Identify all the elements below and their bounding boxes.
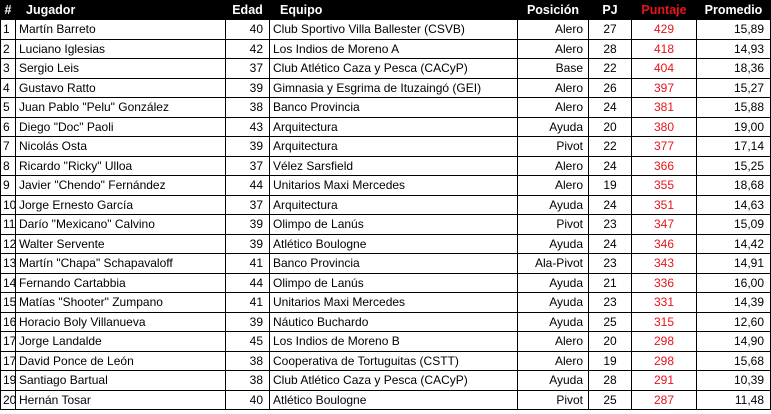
cell-rank: 14 (1, 273, 16, 293)
cell-points: 377 (632, 137, 697, 157)
cell-team: Arquitectura (270, 195, 518, 215)
cell-rank: 17 (1, 332, 16, 352)
cell-age: 40 (226, 20, 270, 40)
cell-points: 291 (632, 371, 697, 391)
cell-games: 19 (589, 351, 632, 371)
cell-age: 38 (226, 371, 270, 391)
cell-player: Gustavo Ratto (16, 78, 226, 98)
cell-player: Javier "Chendo" Fernández (16, 176, 226, 196)
cell-position: Ayuda (518, 273, 589, 293)
cell-player: Nicolás Osta (16, 137, 226, 157)
cell-average: 14,90 (697, 332, 771, 352)
table-row (1, 371, 771, 391)
table-row (1, 137, 771, 157)
cell-rank: 7 (1, 137, 16, 157)
cell-games: 22 (589, 59, 632, 79)
cell-points: 381 (632, 98, 697, 118)
cell-points: 418 (632, 39, 697, 59)
cell-player: Luciano Iglesias (16, 39, 226, 59)
cell-points: 298 (632, 351, 697, 371)
cell-age: 44 (226, 273, 270, 293)
cell-player: Walter Servente (16, 234, 226, 254)
cell-games: 28 (589, 39, 632, 59)
cell-average: 15,88 (697, 98, 771, 118)
cell-player: Martín "Chapa" Schapavaloff (16, 254, 226, 274)
cell-rank: 2 (1, 39, 16, 59)
cell-player: Jorge Ernesto García (16, 195, 226, 215)
table-row (1, 39, 771, 59)
header-row (1, 1, 771, 20)
table-row (1, 390, 771, 410)
cell-team: Unitarios Maxi Mercedes (270, 176, 518, 196)
cell-points: 429 (632, 20, 697, 40)
cell-position: Alero (518, 176, 589, 196)
cell-player: David Ponce de León (16, 351, 226, 371)
cell-average: 12,60 (697, 312, 771, 332)
cell-games: 28 (589, 371, 632, 391)
cell-rank: 6 (1, 117, 16, 137)
table-row (1, 215, 771, 235)
cell-rank: 1 (1, 20, 16, 40)
cell-points: 347 (632, 215, 697, 235)
cell-games: 24 (589, 98, 632, 118)
cell-average: 11,48 (697, 390, 771, 410)
cell-average: 14,93 (697, 39, 771, 59)
header-average: Promedio (697, 1, 771, 20)
table-row (1, 117, 771, 137)
cell-team: Los Indios de Moreno B (270, 332, 518, 352)
cell-average: 14,39 (697, 293, 771, 313)
cell-average: 14,91 (697, 254, 771, 274)
cell-games: 26 (589, 78, 632, 98)
cell-position: Ala-Pivot (518, 254, 589, 274)
cell-games: 23 (589, 215, 632, 235)
cell-player: Hernán Tosar (16, 390, 226, 410)
table-row (1, 195, 771, 215)
cell-player: Juan Pablo "Pelu" González (16, 98, 226, 118)
cell-position: Pivot (518, 137, 589, 157)
cell-position: Ayuda (518, 117, 589, 137)
header-num: # (1, 1, 16, 20)
cell-average: 15,89 (697, 20, 771, 40)
table-row (1, 156, 771, 176)
cell-player: Jorge Landalde (16, 332, 226, 352)
cell-player: Ricardo "Ricky" Ulloa (16, 156, 226, 176)
cell-team: Banco Provincia (270, 98, 518, 118)
cell-points: 397 (632, 78, 697, 98)
cell-position: Ayuda (518, 312, 589, 332)
cell-points: 315 (632, 312, 697, 332)
cell-team: Banco Provincia (270, 254, 518, 274)
cell-games: 25 (589, 312, 632, 332)
cell-points: 343 (632, 254, 697, 274)
cell-average: 14,42 (697, 234, 771, 254)
table-row (1, 254, 771, 274)
cell-average: 18,36 (697, 59, 771, 79)
cell-team: Atlético Boulogne (270, 390, 518, 410)
cell-team: Cooperativa de Tortuguitas (CSTT) (270, 351, 518, 371)
cell-rank: 9 (1, 176, 16, 196)
cell-team: Náutico Buchardo (270, 312, 518, 332)
cell-age: 37 (226, 195, 270, 215)
cell-team: Club Sportivo Villa Ballester (CSVB) (270, 20, 518, 40)
table-header (1, 1, 771, 20)
header-player: Jugador (16, 1, 226, 20)
cell-points: 366 (632, 156, 697, 176)
table-row (1, 293, 771, 313)
cell-position: Alero (518, 156, 589, 176)
header-games: PJ (589, 1, 632, 20)
cell-games: 27 (589, 20, 632, 40)
cell-player: Martín Barreto (16, 20, 226, 40)
cell-rank: 15 (1, 293, 16, 313)
cell-average: 17,14 (697, 137, 771, 157)
header-position: Posición (518, 1, 589, 20)
table-row (1, 332, 771, 352)
cell-position: Ayuda (518, 293, 589, 313)
cell-games: 25 (589, 390, 632, 410)
cell-team: Atlético Boulogne (270, 234, 518, 254)
table-row (1, 176, 771, 196)
cell-rank: 5 (1, 98, 16, 118)
cell-team: Los Indios de Moreno A (270, 39, 518, 59)
cell-rank: 11 (1, 215, 16, 235)
cell-position: Alero (518, 351, 589, 371)
cell-points: 380 (632, 117, 697, 137)
cell-team: Arquitectura (270, 137, 518, 157)
cell-player: Horacio Boly Villanueva (16, 312, 226, 332)
cell-points: 287 (632, 390, 697, 410)
cell-average: 18,68 (697, 176, 771, 196)
cell-points: 331 (632, 293, 697, 313)
cell-position: Pivot (518, 215, 589, 235)
cell-team: Olimpo de Lanús (270, 273, 518, 293)
cell-games: 24 (589, 156, 632, 176)
cell-age: 42 (226, 39, 270, 59)
cell-position: Alero (518, 78, 589, 98)
cell-age: 41 (226, 254, 270, 274)
cell-age: 38 (226, 98, 270, 118)
cell-age: 39 (226, 78, 270, 98)
cell-position: Alero (518, 39, 589, 59)
cell-rank: 16 (1, 312, 16, 332)
cell-age: 39 (226, 215, 270, 235)
cell-rank: 12 (1, 234, 16, 254)
header-points: Puntaje (632, 1, 697, 20)
cell-games: 19 (589, 176, 632, 196)
cell-average: 15,27 (697, 78, 771, 98)
cell-team: Club Atlético Caza y Pesca (CACyP) (270, 371, 518, 391)
cell-position: Ayuda (518, 234, 589, 254)
cell-rank: 19 (1, 371, 16, 391)
cell-average: 15,68 (697, 351, 771, 371)
cell-points: 346 (632, 234, 697, 254)
cell-rank: 13 (1, 254, 16, 274)
cell-games: 21 (589, 273, 632, 293)
cell-age: 39 (226, 137, 270, 157)
cell-points: 336 (632, 273, 697, 293)
cell-player: Sergio Leis (16, 59, 226, 79)
cell-average: 15,25 (697, 156, 771, 176)
cell-player: Darío "Mexicano" Calvino (16, 215, 226, 235)
cell-position: Alero (518, 98, 589, 118)
cell-points: 351 (632, 195, 697, 215)
cell-games: 23 (589, 293, 632, 313)
cell-age: 43 (226, 117, 270, 137)
cell-age: 45 (226, 332, 270, 352)
cell-player: Matías "Shooter" Zumpano (16, 293, 226, 313)
cell-position: Base (518, 59, 589, 79)
cell-position: Pivot (518, 390, 589, 410)
cell-team: Gimnasia y Esgrima de Ituzaingó (GEI) (270, 78, 518, 98)
header-team: Equipo (270, 1, 518, 20)
cell-team: Unitarios Maxi Mercedes (270, 293, 518, 313)
cell-age: 39 (226, 312, 270, 332)
cell-average: 19,00 (697, 117, 771, 137)
cell-age: 37 (226, 156, 270, 176)
cell-average: 10,39 (697, 371, 771, 391)
cell-position: Ayuda (518, 195, 589, 215)
cell-rank: 17 (1, 351, 16, 371)
cell-position: Ayuda (518, 371, 589, 391)
cell-player: Diego "Doc" Paoli (16, 117, 226, 137)
cell-games: 22 (589, 137, 632, 157)
cell-player: Fernando Cartabbia (16, 273, 226, 293)
cell-rank: 4 (1, 78, 16, 98)
cell-age: 44 (226, 176, 270, 196)
cell-position: Alero (518, 20, 589, 40)
cell-games: 24 (589, 234, 632, 254)
cell-age: 37 (226, 59, 270, 79)
cell-average: 14,63 (697, 195, 771, 215)
cell-games: 24 (589, 195, 632, 215)
cell-team: Olimpo de Lanús (270, 215, 518, 235)
cell-points: 298 (632, 332, 697, 352)
cell-age: 40 (226, 390, 270, 410)
table-row (1, 78, 771, 98)
table-row (1, 98, 771, 118)
table-body (1, 20, 771, 410)
cell-average: 16,00 (697, 273, 771, 293)
cell-team: Club Atlético Caza y Pesca (CACyP) (270, 59, 518, 79)
cell-age: 39 (226, 234, 270, 254)
table-row (1, 312, 771, 332)
table-row (1, 59, 771, 79)
cell-age: 41 (226, 293, 270, 313)
cell-games: 23 (589, 254, 632, 274)
table-row (1, 351, 771, 371)
table-row (1, 234, 771, 254)
header-age: Edad (226, 1, 270, 20)
cell-games: 20 (589, 332, 632, 352)
cell-rank: 20 (1, 390, 16, 410)
cell-rank: 8 (1, 156, 16, 176)
cell-position: Alero (518, 332, 589, 352)
cell-player: Santiago Bartual (16, 371, 226, 391)
cell-age: 38 (226, 351, 270, 371)
cell-average: 15,09 (697, 215, 771, 235)
cell-rank: 10 (1, 195, 16, 215)
table-row (1, 273, 771, 293)
cell-games: 20 (589, 117, 632, 137)
table-row (1, 20, 771, 40)
cell-team: Arquitectura (270, 117, 518, 137)
cell-points: 404 (632, 59, 697, 79)
cell-team: Vélez Sarsfield (270, 156, 518, 176)
cell-points: 355 (632, 176, 697, 196)
cell-rank: 3 (1, 59, 16, 79)
